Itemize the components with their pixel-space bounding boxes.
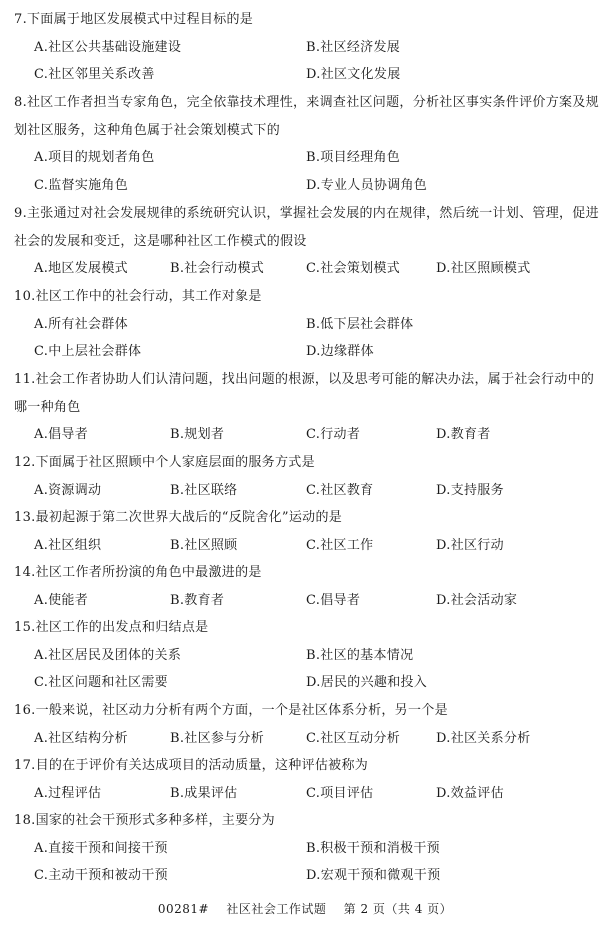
option-a: A.过程评估 [34, 785, 102, 801]
question-7 [14, 6, 602, 89]
option-a: A.资源调动 [34, 482, 102, 498]
option-d: D.边缘群体 [306, 344, 374, 359]
option-a: A.社区居民及团体的关系 [34, 647, 182, 663]
question-15 [14, 614, 602, 697]
question-9 [14, 200, 602, 283]
option-b: B.规划者 [170, 427, 225, 442]
question-17 [14, 752, 602, 807]
option-c: C.监督实施角色 [34, 177, 129, 193]
option-c: C.中上层社会群体 [34, 344, 142, 359]
option-d: D.社区行动 [436, 537, 504, 553]
options-row [14, 172, 602, 200]
option-b: B.低下层社会群体 [306, 316, 414, 332]
option-b: B.成果评估 [170, 785, 238, 801]
options-row [14, 780, 602, 808]
options-row [14, 421, 602, 449]
question-stem: 15.社区工作的出发点和归结点是 [14, 620, 209, 635]
option-d: D.宏观干预和微观干预 [306, 868, 441, 883]
question-16 [14, 697, 602, 752]
option-d: D.社区关系分析 [436, 730, 531, 746]
question-stem: 18.国家的社会干预形式多种多样，主要分为 [14, 813, 275, 828]
options-row [14, 642, 602, 670]
option-d: D.社会活动家 [436, 592, 518, 608]
option-c: C.社会策划模式 [306, 261, 401, 276]
options-row [14, 34, 602, 62]
options-row [14, 835, 602, 863]
option-d: D.支持服务 [436, 482, 504, 498]
options-row [14, 255, 602, 283]
option-c: C.行动者 [306, 427, 361, 442]
question-stem: 7.下面属于地区发展模式中过程目标的是 [14, 12, 254, 27]
option-d: D.社区照顾模式 [436, 261, 531, 276]
options-row [14, 477, 602, 505]
option-a: A.项目的规划者角色 [34, 150, 155, 165]
question-14 [14, 559, 602, 614]
option-b: B.社会行动模式 [170, 261, 265, 276]
question-18 [14, 807, 602, 890]
option-c: C.项目评估 [306, 785, 374, 801]
option-d: D.居民的兴趣和投入 [306, 675, 428, 690]
question-stem: 10.社区工作中的社会行动，其工作对象是 [14, 289, 262, 304]
exam-title: 社区社会工作试题 [226, 902, 327, 916]
question-stem: 12.下面属于社区照顾中个人家庭层面的服务方式是 [14, 455, 315, 470]
question-stem: 13.最初起源于第二次世界大战后的“反院舍化”运动的是 [14, 510, 343, 525]
option-d: D.社区文化发展 [306, 67, 401, 82]
option-c: C.社区互动分析 [306, 730, 401, 746]
question-12 [14, 449, 602, 504]
option-a: A.社区公共基础设施建设 [34, 39, 182, 55]
question-8 [14, 89, 602, 199]
exam-code: 00281# [157, 902, 210, 916]
option-c: C.主动干预和被动干预 [34, 868, 168, 883]
option-c: C.社区工作 [306, 537, 374, 553]
option-b: B.社区参与分析 [170, 730, 265, 746]
option-a: A.所有社会群体 [34, 316, 128, 332]
options-row [14, 862, 602, 890]
options-row [14, 532, 602, 560]
options-row [14, 311, 602, 339]
option-c: C.倡导者 [306, 592, 361, 608]
question-10 [14, 283, 602, 366]
question-stem: 8.社区工作者担当专家角色，完全依靠技术理性，来调查社区问题，分析社区事实条件评价方案及规划社区服务，这种角色属于社会策划模式下的 [14, 95, 599, 138]
question-stem: 9.主张通过对社会发展规律的系统研究认识，掌握社会发展的内在规律，然后统一计划、管理，促进社会的发展和变迁，这是哪种社区工作模式的假设 [14, 206, 599, 249]
option-a: A.地区发展模式 [34, 261, 128, 276]
option-a: A.直接干预和间接干预 [34, 840, 168, 856]
question-stem: 14.社区工作者所扮演的角色中最激进的是 [14, 565, 262, 580]
option-a: A.社区组织 [34, 537, 102, 553]
page-number: 第 2 页（共 4 页） [343, 902, 453, 916]
option-b: B.社区联络 [170, 482, 238, 498]
option-d: D.专业人员协调角色 [306, 177, 428, 193]
option-a: A.使能者 [34, 592, 89, 608]
option-c: C.社区教育 [306, 482, 374, 498]
options-row [14, 669, 602, 697]
options-row [14, 338, 602, 366]
option-b: B.积极干预和消极干预 [306, 840, 440, 856]
option-b: B.项目经理角色 [306, 150, 401, 165]
option-b: B.社区照顾 [170, 537, 238, 553]
option-b: B.社区的基本情况 [306, 647, 414, 663]
question-stem: 17.目的在于评价有关达成项目的活动质量，这种评估被称为 [14, 758, 369, 773]
option-b: B.教育者 [170, 592, 225, 608]
question-stem: 16.一般来说，社区动力分析有两个方面，一个是社区体系分析，另一个是 [14, 703, 448, 718]
option-c: C.社区问题和社区需要 [34, 675, 168, 690]
option-d: D.教育者 [436, 427, 491, 442]
option-c: C.社区邻里关系改善 [34, 67, 155, 82]
question-11 [14, 366, 602, 449]
question-13 [14, 504, 602, 559]
options-row [14, 587, 602, 615]
options-row [14, 725, 602, 753]
option-d: D.效益评估 [436, 785, 504, 801]
option-a: A.社区结构分析 [34, 730, 128, 746]
question-stem: 11.社会工作者协助人们认清问题，找出问题的根源，以及思考可能的解决办法，属于社会行动中的哪一种角色 [14, 372, 595, 415]
page-footer [0, 900, 610, 917]
option-a: A.倡导者 [34, 427, 89, 442]
options-row [14, 61, 602, 89]
options-row [14, 144, 602, 172]
option-b: B.社区经济发展 [306, 39, 401, 55]
